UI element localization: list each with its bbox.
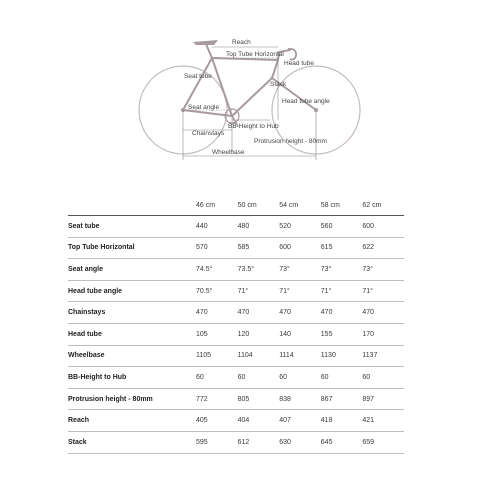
cell-value: 407	[279, 417, 291, 425]
bb-height-to-hub-label: BB-Height to Hub	[228, 123, 279, 130]
cell-value: 659	[362, 438, 375, 446]
cell-value: 470	[196, 309, 208, 317]
table-row	[68, 237, 404, 259]
row-label: Reach	[68, 417, 90, 425]
size-header: 54 cm	[279, 202, 299, 209]
cell-value: 645	[320, 438, 333, 446]
cell-value: 140	[279, 330, 291, 338]
cell-value: 71°	[279, 287, 290, 295]
cell-value: 120	[237, 330, 250, 338]
table-row	[68, 302, 404, 324]
top-tube-horizontal-label: Top Tube Horizontal	[226, 51, 284, 58]
cell-value: 560	[320, 222, 333, 230]
table-row	[68, 280, 404, 302]
cell-value: 805	[237, 395, 250, 403]
cell-value: 60	[362, 373, 371, 381]
cell-value: 622	[362, 244, 375, 252]
chainstays-label: Chainstays	[192, 130, 225, 137]
cell-value: 595	[196, 438, 208, 446]
table-row	[68, 367, 404, 389]
size-header-row	[68, 196, 404, 216]
cell-value: 1105	[196, 352, 212, 360]
cell-value: 1114	[279, 352, 294, 360]
cell-value: 440	[196, 222, 208, 230]
cell-value: 105	[196, 330, 208, 338]
cell-value: 630	[279, 438, 291, 446]
row-label: Chainstays	[68, 309, 106, 317]
cell-value: 838	[279, 395, 291, 403]
table-row	[68, 431, 404, 453]
geometry-table	[68, 196, 404, 454]
table-row	[68, 388, 404, 410]
cell-value: 480	[237, 222, 250, 230]
cell-value: 600	[362, 222, 375, 230]
protrusion-height-label: Protrusion height - 80mm	[254, 138, 327, 145]
saddle	[193, 40, 218, 45]
row-label: Head tube angle	[68, 287, 123, 295]
cell-value: 1137	[362, 352, 378, 360]
row-label: Head tube	[68, 330, 102, 338]
cell-value: 60	[237, 373, 246, 381]
head-tube-angle-label: Head tube angle	[282, 98, 330, 105]
table-row	[68, 345, 404, 367]
cell-value: 520	[279, 222, 291, 230]
size-header: 62 cm	[362, 202, 382, 209]
row-label: Protrusion height - 80mm	[68, 395, 153, 403]
size-header: 58 cm	[320, 202, 340, 209]
row-label: Seat tube	[68, 222, 100, 230]
cell-value: 470	[362, 309, 375, 317]
seat-angle-label: Seat angle	[188, 104, 220, 111]
cell-value: 418	[320, 417, 333, 425]
row-label: Stack	[68, 438, 87, 446]
cell-value: 470	[279, 309, 291, 317]
cell-value: 73°	[362, 265, 373, 273]
size-header: 46 cm	[196, 202, 216, 209]
cell-value: 615	[320, 244, 333, 252]
cell-value: 897	[362, 395, 375, 403]
cell-value: 404	[237, 417, 250, 425]
cell-value: 170	[362, 330, 375, 338]
table-row	[68, 259, 404, 281]
size-header: 50 cm	[237, 202, 257, 209]
table-row	[68, 323, 404, 345]
cell-value: 155	[320, 330, 333, 338]
cell-value: 405	[196, 417, 208, 425]
cell-value: 71°	[362, 287, 373, 295]
cell-value: 73°	[279, 265, 290, 273]
cell-value: 1130	[320, 352, 336, 360]
cell-value: 74.5°	[196, 265, 213, 273]
table-row	[68, 410, 404, 432]
cell-value: 470	[320, 309, 333, 317]
cell-value: 421	[362, 417, 375, 425]
table-row	[68, 216, 404, 238]
cell-value: 73°	[320, 265, 332, 273]
reach-label: Reach	[232, 39, 251, 46]
header-corner	[68, 196, 196, 216]
cell-value: 600	[279, 244, 291, 252]
cell-value: 585	[237, 244, 250, 252]
cell-value: 71°	[237, 287, 249, 295]
cell-value: 612	[237, 438, 250, 446]
head-tube-label: Head tube	[284, 60, 314, 67]
cell-value: 60	[196, 373, 204, 381]
cell-value: 71°	[320, 287, 332, 295]
row-label: Wheelbase	[68, 352, 105, 360]
cell-value: 60	[279, 373, 287, 381]
cell-value: 70.5°	[196, 287, 213, 295]
cell-value: 570	[196, 244, 208, 252]
cell-value: 60	[320, 373, 329, 381]
row-label: Top Tube Horizontal	[68, 244, 135, 252]
cell-value: 772	[196, 395, 208, 403]
cell-value: 470	[237, 309, 250, 317]
stack-label: Stack	[270, 81, 287, 88]
cell-value: 1104	[237, 352, 253, 360]
seat-tube-label: Seat tube	[184, 73, 212, 80]
bike-geometry-diagram	[0, 0, 500, 170]
row-label: Seat angle	[68, 265, 104, 273]
wheelbase-label: Wheelbase	[212, 149, 245, 156]
row-label: BB-Height to Hub	[68, 373, 127, 381]
cell-value: 73.5°	[237, 265, 255, 273]
cell-value: 867	[320, 395, 333, 403]
